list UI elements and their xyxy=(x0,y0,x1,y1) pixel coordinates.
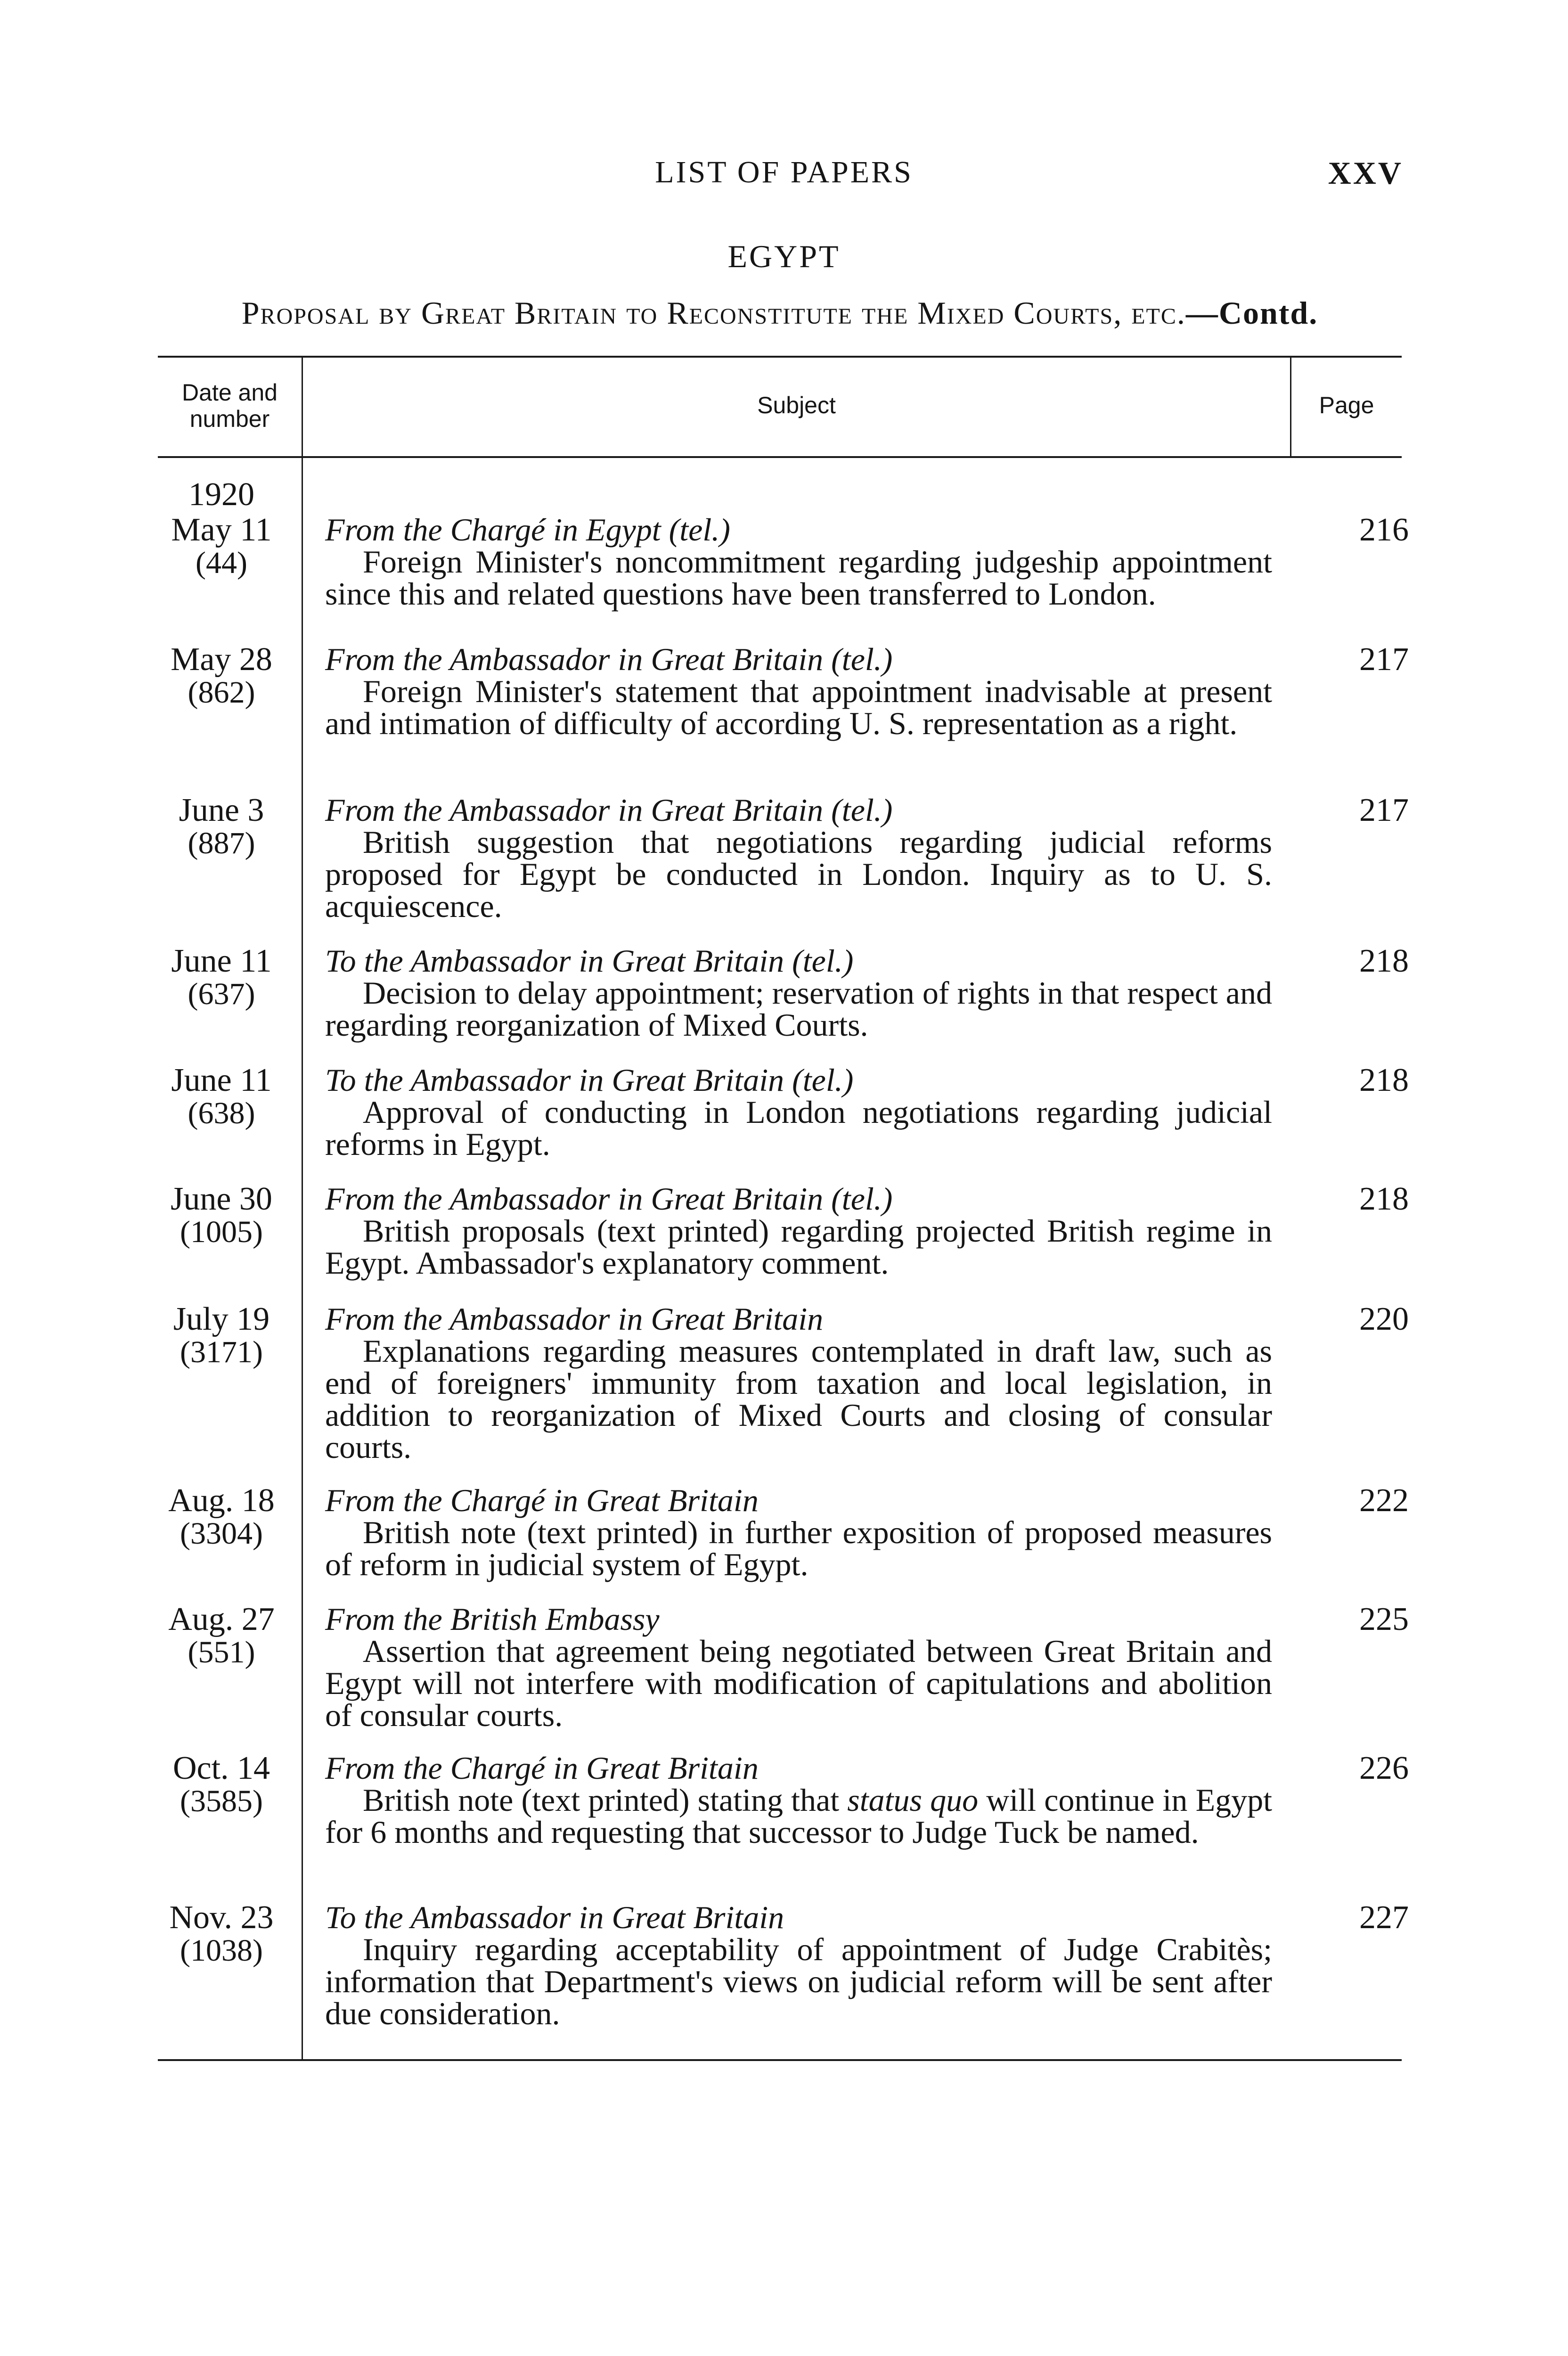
entry-subject: From the British Embassy Assertion that agreement being negotiated between Great Britain and Egypt will not interfere with modification of capitulations and abolition of consular courts. xyxy=(325,1601,1272,1733)
entry-date: Aug. 27 (551) xyxy=(168,1601,275,1669)
emphasis-status-quo: status quo xyxy=(847,1782,979,1818)
entry-date: June 11 (637) xyxy=(171,943,272,1011)
section-heading-text: Proposal by Great Britain to Reconstitute the Mixed Courts, etc. xyxy=(241,295,1186,331)
header-bottom-rule xyxy=(158,456,1402,458)
column-header-subject: Subject xyxy=(757,392,836,418)
table-bottom-rule xyxy=(158,2059,1402,2061)
section-heading-contd: —Contd. xyxy=(1185,295,1318,331)
page-folio: XXV xyxy=(1328,155,1403,191)
entry-description: British note (text printed) stating that status quo will continue in Egypt for 6 months and requesting that successor to Judge Tuck be named. xyxy=(325,1782,1273,1850)
column-header-page: Page xyxy=(1319,392,1374,418)
entry-subject: From the Chargé in Egypt (tel.) Foreign Minister's noncommitment regarding judgeship appointment since this and related questions have been transferred to London. xyxy=(325,512,1272,612)
entry-page: 226 xyxy=(1359,1750,1409,1786)
entry-page: 218 xyxy=(1359,1181,1409,1217)
entry-date: May 28 (862) xyxy=(171,641,272,710)
entry-date: Oct. 14 (3585) xyxy=(172,1750,270,1818)
entry-date: June 11 (638) xyxy=(171,1062,272,1130)
entry-subject: From the Chargé in Great Britain British note (text printed) in further exposition of proposed measures of reform in judicial system of Egypt. xyxy=(325,1482,1272,1582)
entry-date: July 19 (3171) xyxy=(173,1301,270,1369)
entry-date: Nov. 23 (1038) xyxy=(169,1899,274,1968)
entry-subject: From the Ambassador in Great Britain (tel.) British suggestion that negotiations regarding judicial reforms proposed for Egypt be conducted in London. Inquiry as to U. S. acquiescence. xyxy=(325,792,1272,924)
entry-page: 225 xyxy=(1359,1601,1409,1637)
table-top-rule xyxy=(158,356,1402,358)
entry-subject: From the Ambassador in Great Britain (tel.) Foreign Minister's statement that appointment inadvisable at present and intimation of difficulty of according U. S. representation as a right. xyxy=(325,641,1272,741)
entry-subject: To the Ambassador in Great Britain Inquiry regarding acceptability of appointment of Judge Crabitès; information that Department's views on judicial reform will be sent after due consideration. xyxy=(325,1899,1272,2031)
entry-subject: To the Ambassador in Great Britain (tel.) Decision to delay appointment; reservation of rights in that respect and regarding reorganization of Mixed Courts. xyxy=(325,943,1272,1043)
country-heading: EGYPT xyxy=(727,238,841,274)
entry-subject: From the Chargé in Great Britain British note (text printed) stating that status quo will continue in Egypt for 6 months and requesting that successor to Judge Tuck be named. xyxy=(325,1750,1273,1850)
running-head xyxy=(0,155,1568,197)
year-label: 1920 xyxy=(188,476,254,513)
entry-date: Aug. 18 (3304) xyxy=(168,1482,275,1551)
entry-page: 216 xyxy=(1359,512,1409,548)
entry-subject: To the Ambassador in Great Britain (tel.) Approval of conducting in London negotiations regarding judicial reforms in Egypt. xyxy=(325,1062,1272,1162)
entry-page: 220 xyxy=(1359,1301,1409,1337)
column-header-date: Date and number xyxy=(182,379,278,432)
entry-subject: From the Ambassador in Great Britain (tel.) British proposals (text printed) regarding projected British regime in Egypt. Ambassador's explanatory comment. xyxy=(325,1181,1272,1281)
entry-page: 217 xyxy=(1359,792,1409,828)
entry-page: 217 xyxy=(1359,641,1409,678)
entry-page: 222 xyxy=(1359,1482,1409,1519)
entry-page: 218 xyxy=(1359,1062,1409,1098)
entry-date: May 11 (44) xyxy=(171,512,272,580)
running-title: LIST OF PAPERS xyxy=(655,155,913,189)
entry-subject: From the Ambassador in Great Britain Explanations regarding measures contemplated in draft law, such as end of foreigners' immunity from taxation and local legislation, in addition to reorganization of Mixed Courts and closing of consular courts. xyxy=(325,1301,1272,1465)
section-heading xyxy=(158,294,1402,332)
entry-date: June 3 (887) xyxy=(179,792,264,860)
entry-page: 218 xyxy=(1359,943,1409,979)
entry-page: 227 xyxy=(1359,1899,1409,1936)
entry-date: June 30 (1005) xyxy=(171,1181,272,1249)
column-divider-left xyxy=(302,357,303,2059)
